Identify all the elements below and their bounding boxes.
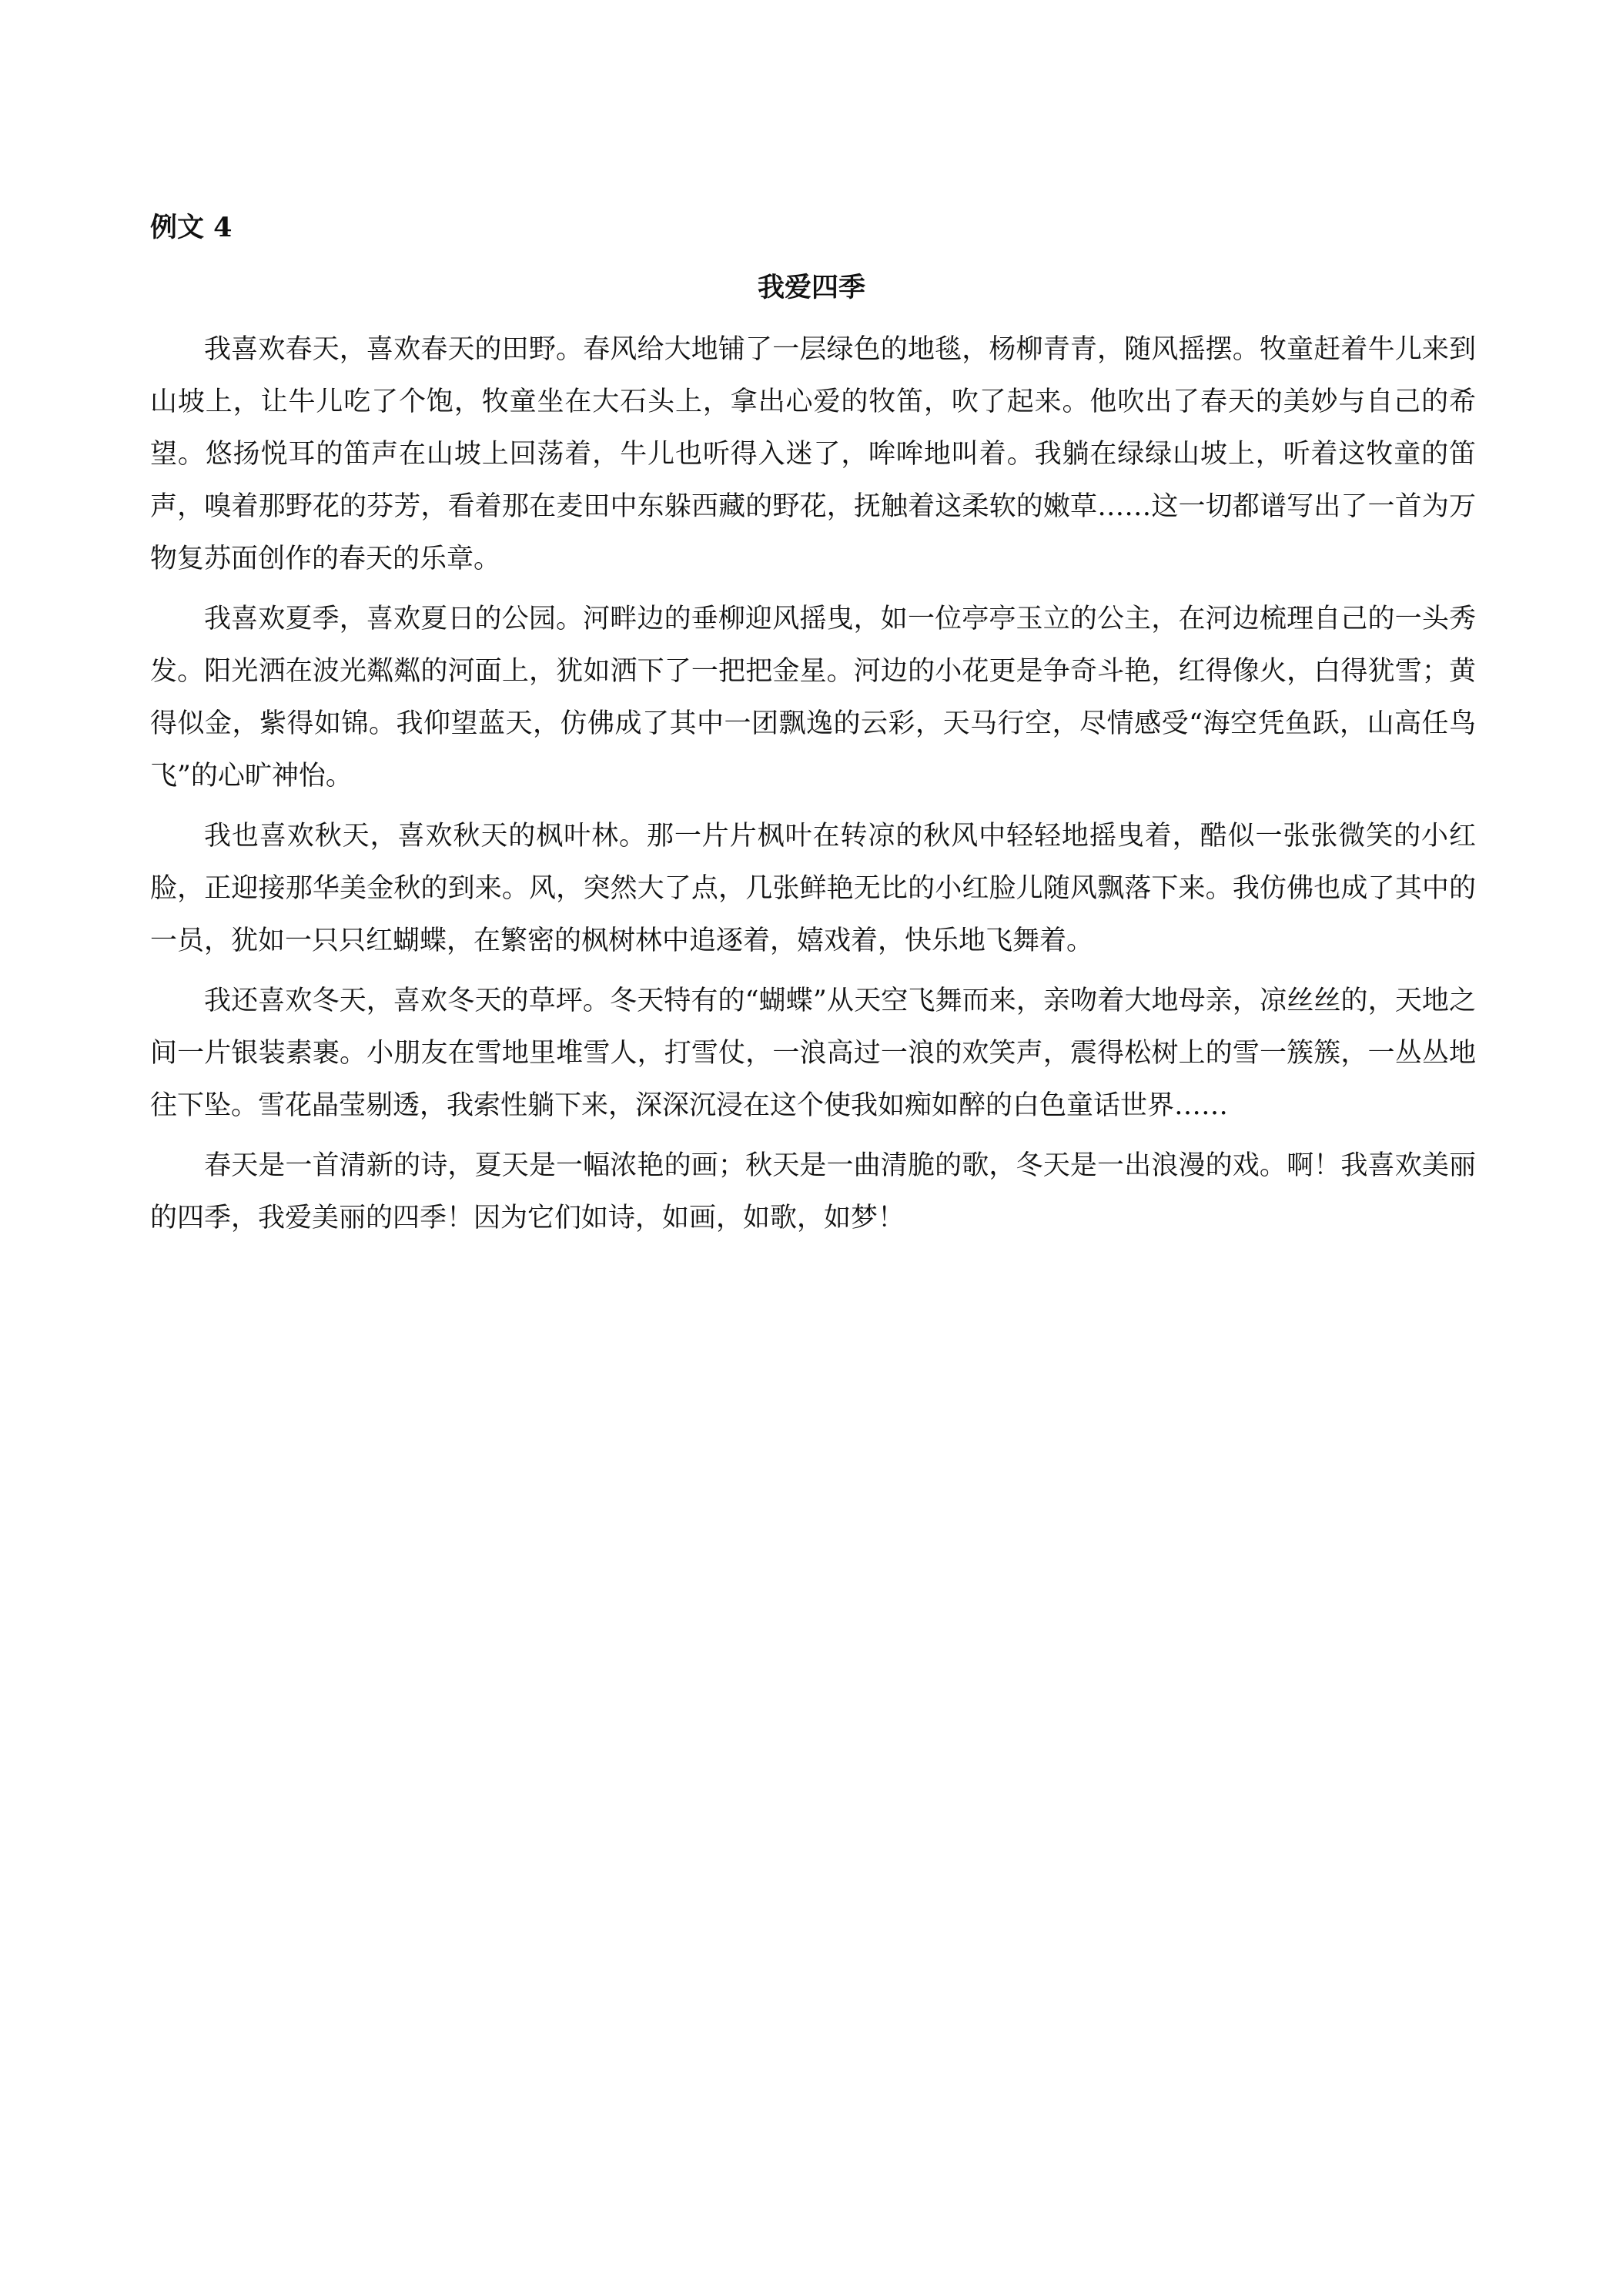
example-label: 例文 4: [150, 212, 233, 243]
paragraph-conclusion: 春天是一首清新的诗，夏天是一幅浓艳的画；秋天是一曲清脆的歌，冬天是一出浪漫的戏。啊！我喜欢美丽的四季，我爱美丽的四季！因为它们如诗，如画，如歌，如梦！: [150, 1150, 1476, 1233]
essay-body: [150, 323, 1476, 1252]
paragraph-spring: 我喜欢春天，喜欢春天的田野。春风给大地铺了一层绿色的地毯，杨柳青青，随风摇摆。牧童赶着牛儿来到山坡上，让牛儿吃了个饱，牧童坐在大石头上，拿出心爱的牧笛，吹了起来。他吹出了春天的美妙与自己的希望。悠扬悦耳的笛声在山坡上回荡着，牛儿也听得入迷了，哞哞地叫着。我躺在绿绿山坡上，听着这牧童的笛声，嗅着那野花的芬芳，看着那在麦田中东躲西藏的野花，抚触着这柔软的嫩草……这一切都谱写出了一首为万物复苏面创作的春天的乐章。: [150, 334, 1476, 574]
essay-title: 我爱四季: [757, 272, 865, 303]
paragraph-autumn: 我也喜欢秋天，喜欢秋天的枫叶林。那一片片枫叶在转凉的秋风中轻轻地摇曳着，酷似一张张微笑的小红脸，正迎接那华美金秋的到来。风，突然大了点，几张鲜艳无比的小红脸儿随风飘落下来。我仿佛也成了其中的一员，犹如一只只红蝴蝶，在繁密的枫树林中追逐着，嬉戏着，快乐地飞舞着。: [150, 821, 1476, 956]
paragraph-summer: 我喜欢夏季，喜欢夏日的公园。河畔边的垂柳迎风摇曳，如一位亭亭玉立的公主，在河边梳理自己的一头秀发。阳光洒在波光粼粼的河面上，犹如洒下了一把把金星。河边的小花更是争奇斗艳，红得像火，白得犹雪；黄得似金，紫得如锦。我仰望蓝天，仿佛成了其中一团飘逸的云彩，天马行空，尽情感受“海空凭鱼跃，山高任鸟飞”的心旷神怡。: [150, 604, 1476, 792]
paragraph-winter: 我还喜欢冬天，喜欢冬天的草坪。冬天特有的“蝴蝶”从天空飞舞而来，亲吻着大地母亲，凉丝丝的，天地之间一片银装素裹。小朋友在雪地里堆雪人，打雪仗，一浪高过一浪的欢笑声，震得松树上的雪一簇簇，一丛丛地往下坠。雪花晶莹剔透，我索性躺下来，深深沉浸在这个使我如痴如醉的白色童话世界……: [150, 986, 1476, 1121]
